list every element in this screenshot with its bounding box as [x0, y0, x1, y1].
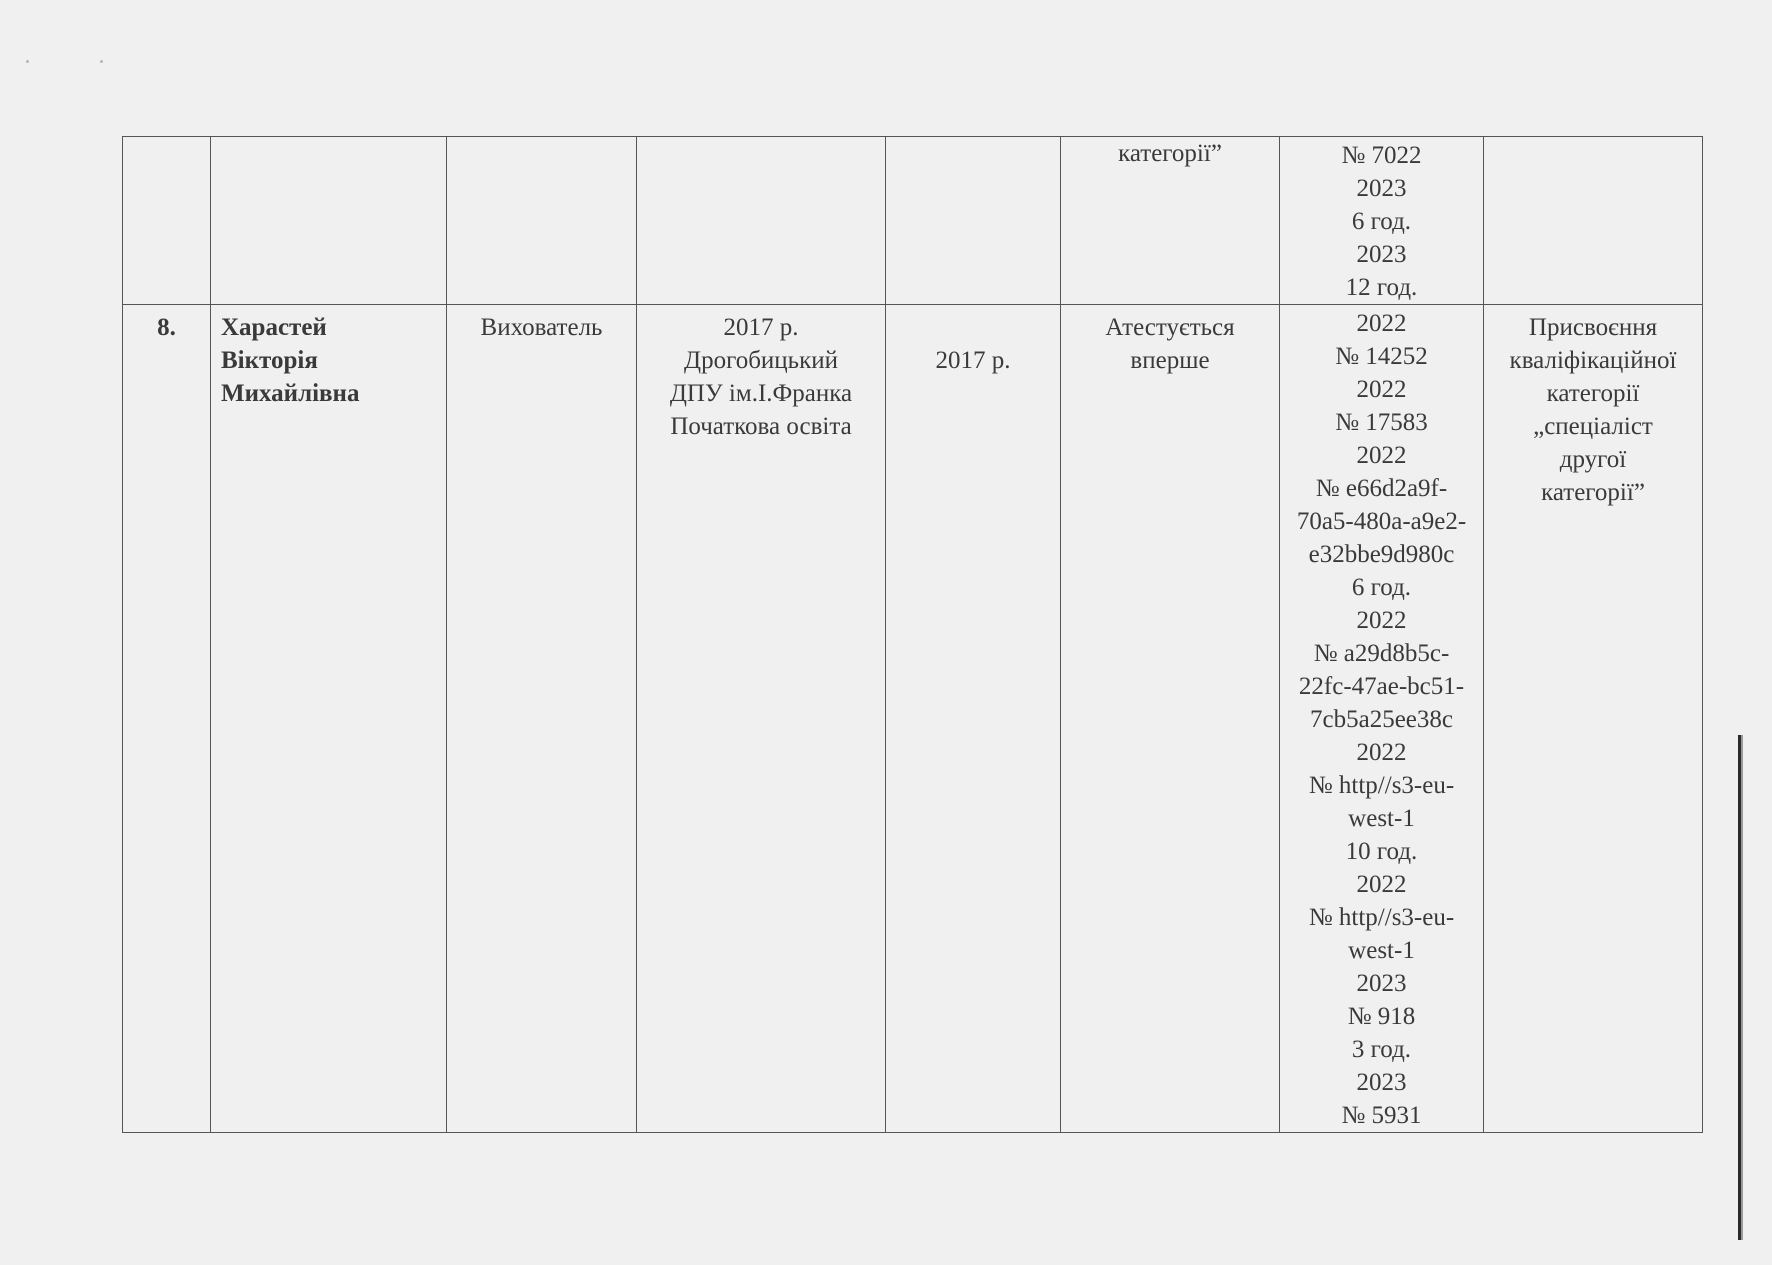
- decision-line: другої: [1559, 446, 1627, 473]
- certificate-line: № 17583: [1335, 409, 1428, 436]
- certificate-line: 70a5-480a-a9e2-: [1296, 508, 1467, 535]
- certificate-line: 2023: [1356, 1069, 1407, 1096]
- certificate-line: 6 год.: [1351, 574, 1412, 601]
- previous-result-line: Атестується: [1105, 314, 1235, 341]
- name-cell: [211, 137, 447, 305]
- certificate-line: № 5931: [1341, 1102, 1422, 1129]
- certificate-line: № 7022: [1341, 142, 1422, 169]
- previous-year-text: 2017 р.: [935, 347, 1011, 374]
- certificate-line: 2022: [1356, 607, 1407, 634]
- number-cell: [123, 305, 211, 1133]
- education-line: Дрогобицький: [684, 347, 838, 374]
- education-line: Початкова освіта: [670, 413, 852, 440]
- education-cell: [637, 305, 886, 1133]
- number-cell: [123, 137, 211, 305]
- certificate-line: 6 год.: [1351, 208, 1412, 235]
- table-row: [123, 137, 1703, 305]
- certificate-line: 3 год.: [1351, 1036, 1412, 1063]
- certificate-line: 12 год.: [1345, 274, 1418, 301]
- certificate-line: west-1: [1348, 937, 1415, 964]
- education-line: ДПУ ім.І.Франка: [669, 380, 853, 407]
- scan-noise: [26, 60, 116, 66]
- certificate-line: 2022: [1356, 376, 1407, 403]
- position-text: Вихователь: [480, 314, 603, 341]
- certificate-line: 2022: [1356, 310, 1407, 337]
- certificate-line: № http//s3-eu-: [1308, 904, 1455, 931]
- certificates-cell: [1280, 305, 1484, 1133]
- name-cell: [211, 305, 447, 1133]
- decision-cell: [1484, 137, 1703, 305]
- certificate-line: № http//s3-eu-: [1308, 772, 1455, 799]
- decision-line: категорії”: [1541, 479, 1645, 506]
- certificate-line: 2022: [1356, 739, 1407, 766]
- certificate-line: 2023: [1356, 241, 1407, 268]
- attestation-table: [122, 136, 1703, 1133]
- decision-line: кваліфікаційної: [1509, 347, 1677, 374]
- position-cell: [447, 137, 637, 305]
- given-name: Вікторія: [221, 347, 318, 374]
- decision-line: категорії: [1546, 380, 1640, 407]
- certificate-line: № e66d2a9f-: [1315, 475, 1448, 502]
- patronymic: Михайлівна: [221, 380, 360, 407]
- certificate-line: 2023: [1356, 175, 1407, 202]
- certificate-line: 2022: [1356, 871, 1407, 898]
- previous-result-cell: [1061, 137, 1280, 305]
- previous-year-cell: [886, 137, 1061, 305]
- previous-year-cell: [886, 305, 1061, 1133]
- decision-line: „спеціаліст: [1533, 413, 1653, 440]
- certificate-line: west-1: [1348, 805, 1415, 832]
- position-cell: [447, 305, 637, 1133]
- certificate-line: e32bbe9d980c: [1308, 541, 1455, 568]
- education-line: 2017 р.: [723, 314, 799, 341]
- certificate-line: 7cb5a25ee38c: [1310, 706, 1453, 733]
- certificate-line: № a29d8b5c-: [1313, 640, 1450, 667]
- certificate-line: № 918: [1347, 1003, 1416, 1030]
- certificate-line: 10 год.: [1345, 838, 1418, 865]
- table-row: [123, 305, 1703, 1133]
- certificate-line: 22fc-47ae-bc51-: [1298, 673, 1465, 700]
- attestation-tail: категорії”: [1118, 140, 1222, 167]
- record-number: 8.: [157, 314, 176, 341]
- decision-cell: [1484, 305, 1703, 1133]
- certificates-cell: [1280, 137, 1484, 305]
- certificate-line: 2022: [1356, 442, 1407, 469]
- decision-line: Присвоєння: [1528, 314, 1658, 341]
- surname: Харастей: [221, 314, 327, 341]
- education-cell: [637, 137, 886, 305]
- previous-result-cell: [1061, 305, 1280, 1133]
- certificate-line: 2023: [1356, 970, 1407, 997]
- certificate-line: № 14252: [1335, 343, 1428, 370]
- previous-result-line: вперше: [1130, 347, 1210, 374]
- scan-edge-shadow: [1741, 735, 1743, 1240]
